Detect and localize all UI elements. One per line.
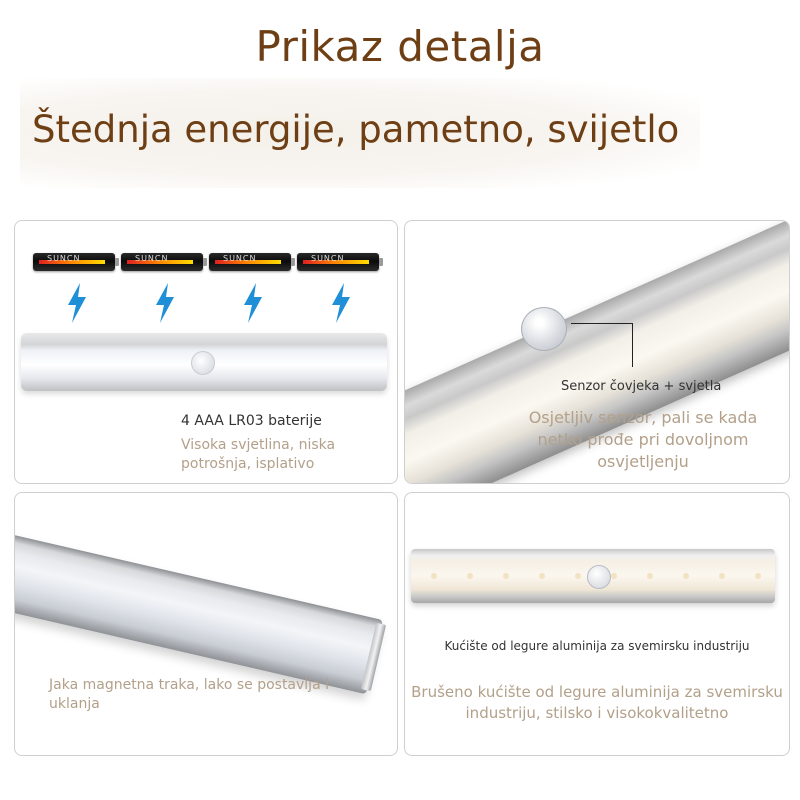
lightning-bolt-icon — [121, 283, 209, 327]
sensor-label: Senzor čovjeka + svjetla — [561, 379, 722, 394]
battery-row — [33, 253, 397, 277]
led-light-bar-image — [21, 333, 387, 391]
sensor-panel — [404, 220, 790, 484]
magnet-panel — [14, 492, 398, 756]
bolt-row — [33, 283, 397, 327]
battery-icon — [121, 253, 203, 271]
end-cap — [361, 623, 386, 692]
battery-brand: SUNCN — [223, 254, 257, 263]
battery-description: Visoka svjetlina, niska potrošnja, isplativo — [181, 437, 336, 472]
battery-brand: SUNCN — [47, 254, 81, 263]
battery-panel — [14, 220, 398, 484]
housing-label: Kućište od legure aluminija za svemirsku industriju — [444, 639, 750, 653]
battery-label: 4 AAA LR03 baterije — [181, 413, 322, 429]
housing-description: Brušeno kućište od legure aluminija za svemirsku industriju, stilsko i visokokvalitetno — [411, 683, 783, 722]
motion-sensor-icon — [521, 307, 567, 351]
lightning-bolt-icon — [209, 283, 297, 327]
led-light-bar-image — [411, 549, 775, 603]
battery-icon — [297, 253, 379, 271]
motion-sensor-icon — [191, 351, 215, 375]
callout-line — [632, 323, 633, 367]
magnet-description: Jaka magnetna traka, lako se postavlja i uklanja — [49, 677, 329, 712]
lightning-bolt-icon — [33, 283, 121, 327]
battery-icon — [209, 253, 291, 271]
page-subtitle: Štednja energije, pametno, svijetlo — [32, 108, 680, 151]
light-bar-back-image — [14, 528, 383, 694]
callout-line — [571, 323, 633, 324]
lightning-bolt-icon — [297, 283, 385, 327]
motion-sensor-icon — [587, 565, 611, 589]
battery-brand: SUNCN — [135, 254, 169, 263]
battery-icon — [33, 253, 115, 271]
battery-brand: SUNCN — [311, 254, 345, 263]
housing-panel — [404, 492, 790, 756]
page-title: Prikaz detalja — [255, 22, 545, 71]
sensor-description: Osjetljiv senzor, pali se kada netko prođe pri dovoljnom osvjetljenju — [528, 408, 758, 471]
